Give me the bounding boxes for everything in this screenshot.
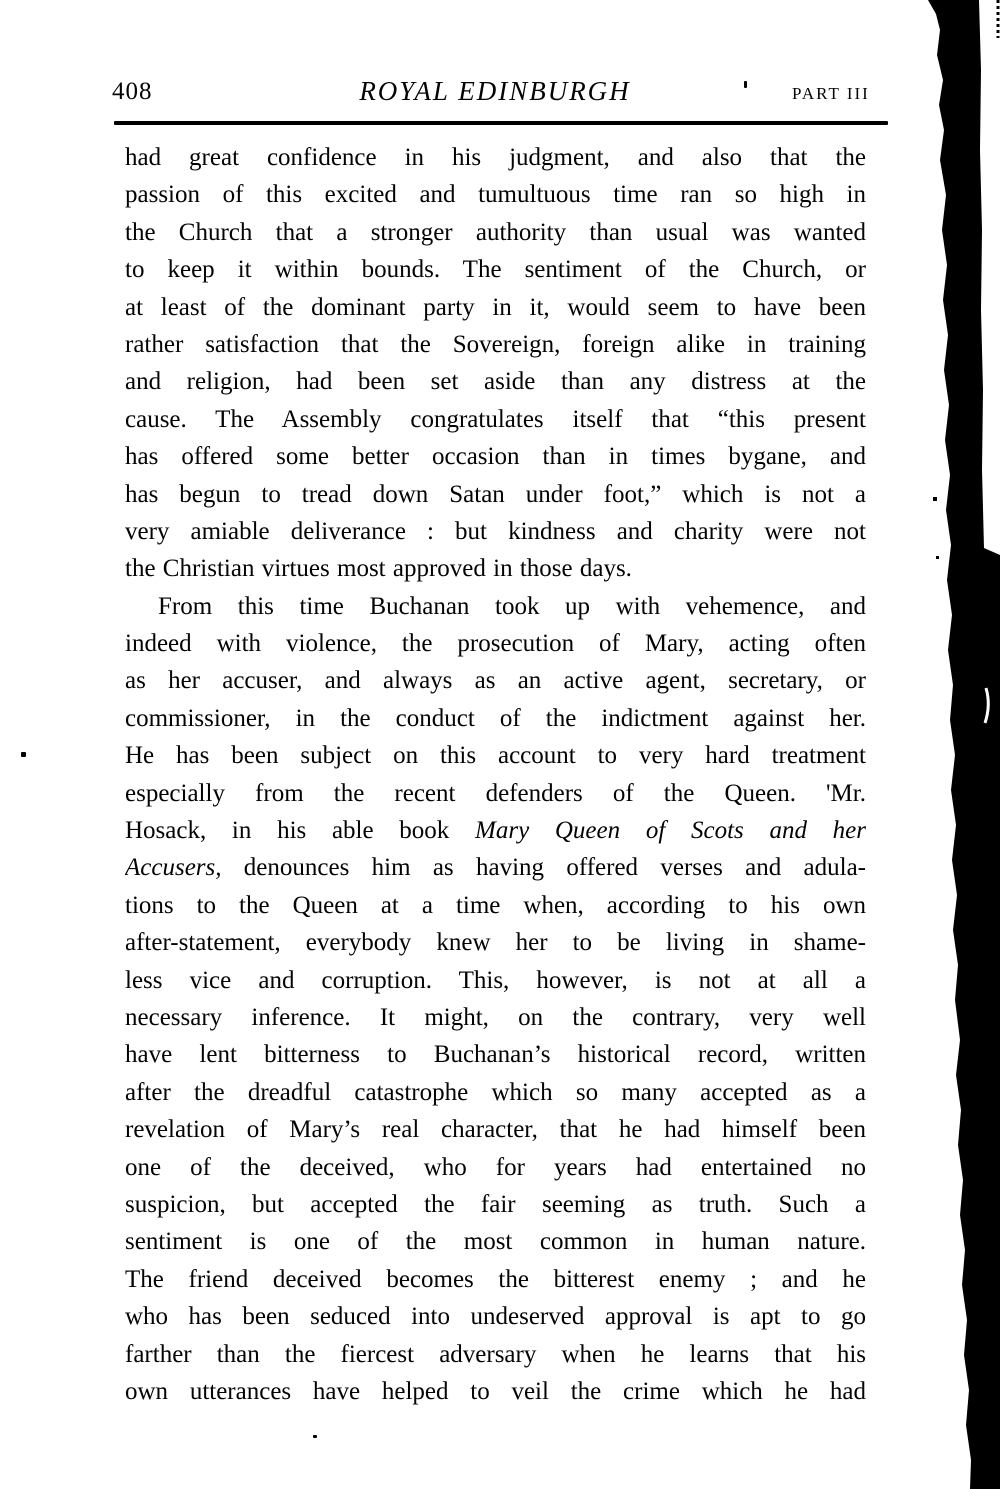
text-segment: From this time Buchanan took up with vehemence, and bbox=[158, 592, 866, 620]
text-segment: The friend deceived becomes the bitterest enemy ; and he bbox=[125, 1265, 866, 1293]
text-segment: the Christian virtues most approved in those days. bbox=[125, 555, 632, 583]
text-line bbox=[125, 962, 866, 999]
text-segment: farther than the fiercest adversary when he learns that his bbox=[125, 1340, 866, 1368]
text-line bbox=[125, 1186, 866, 1223]
text-segment: one of the deceived, who for years had entertained no bbox=[125, 1153, 866, 1181]
text-line bbox=[125, 1336, 866, 1373]
text-line bbox=[125, 1036, 866, 1073]
text-segment: after the dreadful catastrophe which so many accepted as a bbox=[125, 1078, 866, 1106]
scan-speck bbox=[21, 752, 26, 757]
text-line bbox=[125, 775, 866, 812]
text-segment: revelation of Mary’s real character, that he had himself been bbox=[125, 1116, 866, 1144]
text-line bbox=[125, 550, 866, 587]
scan-speck bbox=[313, 1435, 317, 1438]
text-line bbox=[125, 326, 866, 363]
text-line bbox=[125, 625, 866, 662]
text-segment: the Church that a stronger authority than usual was wanted bbox=[125, 218, 866, 246]
text-segment: suspicion, but accepted the fair seeming as truth. Such a bbox=[125, 1190, 866, 1218]
text-segment: has offered some better occasion than in times bygane, and bbox=[125, 443, 866, 471]
text-line bbox=[125, 476, 866, 513]
text-segment: has begun to tread down Satan under foot,” which is not a bbox=[125, 480, 866, 508]
text-line bbox=[125, 1223, 866, 1260]
text-segment: He has been subject on this account to very hard treatment bbox=[125, 742, 866, 770]
text-line bbox=[125, 401, 866, 438]
text-segment: denounces him as having offered verses and adula- bbox=[221, 854, 866, 882]
text-segment: less vice and corruption. This, however, is not at all a bbox=[125, 966, 866, 994]
header-rule bbox=[114, 121, 888, 125]
text-segment: had great confidence in his judgment, and also that the bbox=[125, 144, 866, 171]
running-title: ROYAL EDINBURGH bbox=[359, 76, 631, 106]
text-segment: indeed with violence, the prosecution of Mary, acting often bbox=[125, 630, 866, 658]
text-segment: sentiment is one of the most common in human nature. bbox=[125, 1228, 866, 1256]
part-label: PART III bbox=[792, 84, 870, 103]
text-segment: at least of the dominant party in it, would seem to have been bbox=[125, 293, 866, 321]
text-block bbox=[125, 139, 866, 1410]
text-segment: rather satisfaction that the Sovereign, foreign alike in training bbox=[125, 330, 866, 358]
text-segment: necessary inference. It might, on the contrary, very well bbox=[125, 1003, 866, 1031]
text-line bbox=[125, 1373, 866, 1410]
text-line bbox=[125, 924, 866, 961]
text-line bbox=[125, 1298, 866, 1335]
text-line bbox=[125, 849, 866, 886]
scan-speck bbox=[744, 81, 747, 88]
text-line bbox=[125, 438, 866, 475]
text-line bbox=[125, 887, 866, 924]
text-segment: to keep it within bounds. The sentiment of the Church, or bbox=[125, 256, 866, 284]
text-segment: tions to the Queen at a time when, according to his own bbox=[125, 891, 866, 919]
text-segment: and religion, had been set aside than any distress at the bbox=[125, 368, 866, 396]
text-line bbox=[125, 176, 866, 213]
text-line bbox=[125, 289, 866, 326]
text-segment: passion of this excited and tumultuous time ran so high in bbox=[125, 181, 866, 209]
text-line bbox=[125, 999, 866, 1036]
text-segment: after-statement, everybody knew her to be living in shame- bbox=[125, 929, 866, 957]
text-line bbox=[125, 139, 866, 176]
text-line bbox=[125, 737, 866, 774]
text-line bbox=[125, 588, 866, 625]
page-number: 408 bbox=[112, 78, 153, 105]
text-segment: who has been seduced into undeserved approval is apt to go bbox=[125, 1303, 866, 1331]
book-title-italic: Accusers, bbox=[125, 854, 222, 882]
text-segment: very amiable deliverance : but kindness and charity were not bbox=[125, 517, 866, 545]
text-segment: cause. The Assembly congratulates itself that “this present bbox=[125, 405, 866, 433]
text-segment: have lent bitterness to Buchanan’s historical record, written bbox=[125, 1041, 866, 1069]
text-line bbox=[125, 1111, 866, 1148]
text-line bbox=[125, 1261, 866, 1298]
text-line bbox=[125, 1149, 866, 1186]
text-segment: commissioner, in the conduct of the indictment against her. bbox=[125, 704, 866, 732]
text-line bbox=[125, 662, 866, 699]
text-segment: Hosack, in his able book bbox=[125, 817, 476, 845]
text-line bbox=[125, 363, 866, 400]
text-line bbox=[125, 1074, 866, 1111]
text-line bbox=[125, 513, 866, 550]
text-line bbox=[125, 812, 866, 849]
text-segment: especially from the recent defenders of the Queen. 'Mr. bbox=[125, 779, 866, 807]
text-line bbox=[125, 214, 866, 251]
text-segment: as her accuser, and always as an active agent, secretary, or bbox=[125, 667, 866, 695]
text-line bbox=[125, 700, 866, 737]
book-title-italic: Mary Queen of Scots and her bbox=[475, 817, 866, 845]
text-segment: own utterances have helped to veil the crime which he had bbox=[125, 1377, 866, 1405]
text-line bbox=[125, 251, 866, 288]
